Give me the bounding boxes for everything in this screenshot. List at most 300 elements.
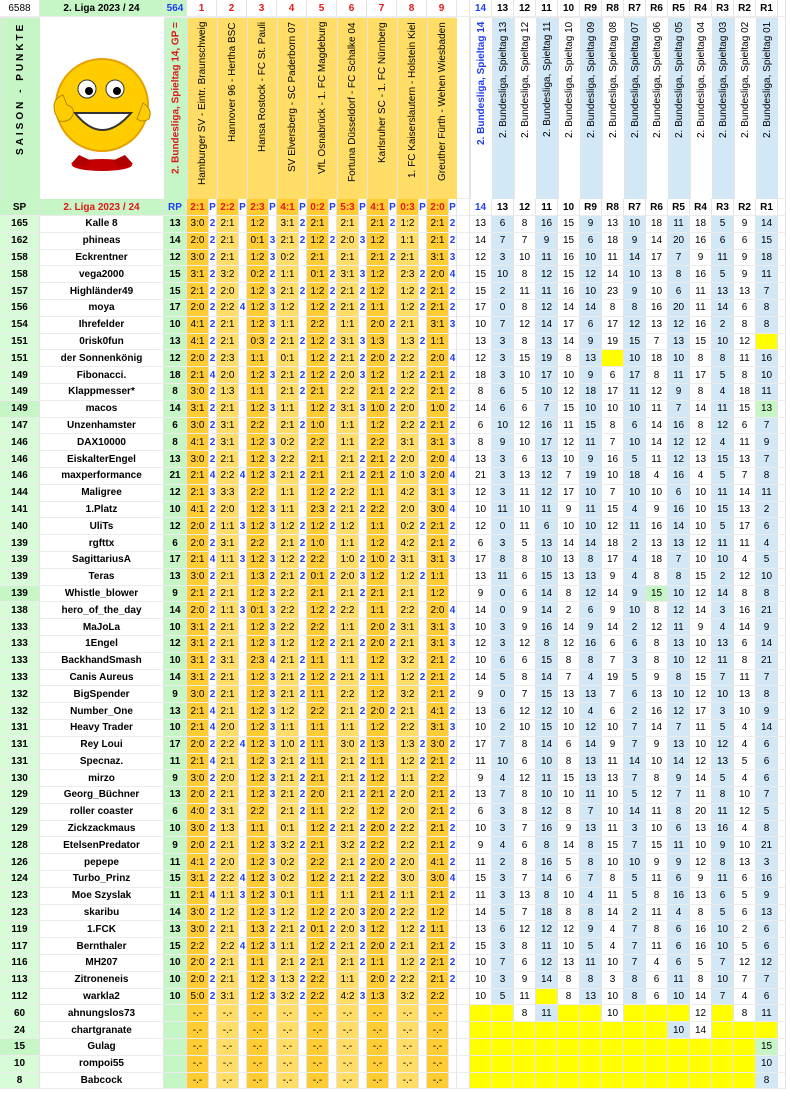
round-score: 15 <box>624 334 646 351</box>
round-label: 2. Bundesliga, Spieltag 09 <box>580 17 602 199</box>
tip-points: 2 <box>389 216 397 233</box>
round-score: 8 <box>646 770 668 787</box>
tip: 2:1 <box>397 250 419 267</box>
round-score: 18 <box>690 216 712 233</box>
tip: 1:1 <box>367 754 389 771</box>
round-14-score: 15 <box>470 938 492 955</box>
round-points: 6 <box>164 535 187 552</box>
tip: 2:1 <box>307 384 329 401</box>
tip: 1:3 <box>217 384 239 401</box>
tip-points: 2 <box>209 502 217 519</box>
round-score: 9 <box>580 367 602 384</box>
tip: -.- <box>247 1022 269 1039</box>
spacer <box>778 871 786 888</box>
tip-points: 2 <box>449 518 457 535</box>
round-score: 10 <box>668 1022 690 1039</box>
round-score: 17 <box>690 367 712 384</box>
tip: 2:1 <box>367 468 389 485</box>
tip: 4:1 <box>427 854 449 871</box>
tip-points <box>299 888 307 905</box>
tip-points: 3 <box>269 720 277 737</box>
tip: 1:2 <box>307 350 329 367</box>
season-points: 8 <box>0 1073 40 1090</box>
tip: -.- <box>247 1056 269 1073</box>
round-score: 7 <box>756 451 778 468</box>
tip-points <box>269 1022 277 1039</box>
round-score: 6 <box>668 485 690 502</box>
game-label: VfL Osnabrück - 1. FC Magdeburg <box>307 17 337 199</box>
round-14-score: 13 <box>470 787 492 804</box>
tip-points <box>419 384 427 401</box>
spacer <box>457 636 470 653</box>
tip: 2:1 <box>337 350 359 367</box>
tip-points <box>299 720 307 737</box>
tip: -.- <box>307 1039 329 1056</box>
tip-points: 3 <box>269 300 277 317</box>
round-score: 11 <box>646 451 668 468</box>
table-row <box>0 300 770 317</box>
tip: 0:2 <box>277 250 299 267</box>
col-league: 2. Liga 2023 / 24 <box>40 199 164 216</box>
round-score: 3 <box>492 334 514 351</box>
tip: 0:2 <box>277 854 299 871</box>
tip-points: 3 <box>269 754 277 771</box>
round-score: 7 <box>602 686 624 703</box>
tip: 2:1 <box>217 451 239 468</box>
tip: 2:1 <box>217 334 239 351</box>
tip-points: 2 <box>329 569 337 586</box>
season-points: 149 <box>0 384 40 401</box>
tip: -.- <box>277 1022 299 1039</box>
round-score: 9 <box>690 619 712 636</box>
spacer <box>457 418 470 435</box>
tip-points: 2 <box>359 871 367 888</box>
round-score: 8 <box>514 300 536 317</box>
round-score: 14 <box>558 334 580 351</box>
player-name: Unzenhamster <box>40 418 164 435</box>
tip: 2:1 <box>187 552 209 569</box>
player-name: Klappmesser* <box>40 384 164 401</box>
round-score: 10 <box>690 502 712 519</box>
player-name: rgfttx <box>40 535 164 552</box>
tip-points: 2 <box>209 989 217 1006</box>
tip-points: 4 <box>449 350 457 367</box>
tip: 1:2 <box>367 686 389 703</box>
round-score: 8 <box>602 871 624 888</box>
tip-points: 2 <box>329 485 337 502</box>
round-score: 16 <box>602 451 624 468</box>
spacer <box>457 837 470 854</box>
season-points: 123 <box>0 888 40 905</box>
round-score: 4 <box>646 955 668 972</box>
tip-points: 2 <box>269 569 277 586</box>
round-score: 4 <box>602 921 624 938</box>
round-score: 12 <box>536 921 558 938</box>
round-score: 17 <box>734 518 756 535</box>
tip: 2:2 <box>277 451 299 468</box>
game-result: 2:1 <box>187 199 209 216</box>
game-label: Hannover 96 - Hertha BSC <box>217 17 247 199</box>
tip-points <box>359 1039 367 1056</box>
round-score <box>624 1039 646 1056</box>
tip-points: 2 <box>299 770 307 787</box>
round-score: 16 <box>536 216 558 233</box>
tip-points: 2 <box>299 334 307 351</box>
tip-points: 2 <box>329 350 337 367</box>
round-score: 10 <box>558 518 580 535</box>
round-score: 21 <box>756 837 778 854</box>
game-number: 8 <box>397 0 427 17</box>
round-score: 2 <box>624 905 646 922</box>
round-score: 10 <box>624 401 646 418</box>
player-name: Zickzackmaus <box>40 821 164 838</box>
round-points: 12 <box>164 350 187 367</box>
tip: 3:1 <box>217 535 239 552</box>
spacer <box>778 921 786 938</box>
round-14-score <box>470 1073 492 1090</box>
tip-points: 2 <box>419 670 427 687</box>
tip: 1:2 <box>367 720 389 737</box>
tip: 1:2 <box>307 821 329 838</box>
tip: 2:1 <box>427 972 449 989</box>
round-score: 12 <box>646 384 668 401</box>
tip: 2:1 <box>277 770 299 787</box>
tip-points: 2 <box>449 535 457 552</box>
tip: 2:0 <box>217 502 239 519</box>
round-col-header: R4 <box>690 199 712 216</box>
tip: 3:1 <box>187 636 209 653</box>
round-score: 12 <box>558 384 580 401</box>
round-score: 4 <box>756 535 778 552</box>
tip-points: 2 <box>389 451 397 468</box>
tip-points <box>389 1056 397 1073</box>
table-row <box>0 1073 770 1090</box>
round-score: 10 <box>602 804 624 821</box>
player-name: 1Engel <box>40 636 164 653</box>
tip: 1:2 <box>307 233 329 250</box>
round-col-header: 10 <box>558 199 580 216</box>
round-score: 11 <box>602 754 624 771</box>
tip: 2:1 <box>427 804 449 821</box>
tip-points: 4 <box>239 468 247 485</box>
round-score: 2 <box>624 535 646 552</box>
season-points: 130 <box>0 770 40 787</box>
tip-points <box>329 1039 337 1056</box>
tip: 1:1 <box>307 888 329 905</box>
season-points: 141 <box>0 502 40 519</box>
round-score: 10 <box>580 250 602 267</box>
tip: 2:0 <box>187 972 209 989</box>
round-score: 13 <box>646 266 668 283</box>
tip-points: 2 <box>209 871 217 888</box>
tip: 2:0 <box>367 636 389 653</box>
tip-points: 3 <box>269 552 277 569</box>
spacer <box>457 989 470 1006</box>
round-col-header: 13 <box>492 199 514 216</box>
round-score: 4 <box>712 434 734 451</box>
tip-points <box>209 1022 217 1039</box>
tip: -.- <box>187 1056 209 1073</box>
round-score: 10 <box>712 972 734 989</box>
tip: 2:1 <box>217 703 239 720</box>
tip: 2:1 <box>277 367 299 384</box>
tip: -.- <box>307 1056 329 1073</box>
tip-points: 2 <box>329 334 337 351</box>
round-14-score: 17 <box>470 300 492 317</box>
tip-points: 2 <box>209 384 217 401</box>
round-score: 10 <box>580 485 602 502</box>
round-score: 11 <box>492 502 514 519</box>
tip: 1:1 <box>337 418 359 435</box>
tip: 2:0 <box>337 233 359 250</box>
table-row <box>0 737 770 754</box>
tip: 3:3 <box>217 485 239 502</box>
tip: 2:1 <box>367 586 389 603</box>
season-points: 117 <box>0 938 40 955</box>
tip: 4:1 <box>187 334 209 351</box>
tip: 2:1 <box>427 787 449 804</box>
round-score: 10 <box>624 266 646 283</box>
tip-points <box>389 686 397 703</box>
tip-points <box>239 754 247 771</box>
round-score: 2 <box>492 854 514 871</box>
round-score: 6 <box>492 384 514 401</box>
tip: 2:0 <box>187 787 209 804</box>
tip: 0:3 <box>247 334 269 351</box>
tip-points: 2 <box>389 350 397 367</box>
tip: 2:1 <box>367 451 389 468</box>
round-score: 4 <box>624 552 646 569</box>
round-score: 7 <box>602 653 624 670</box>
tip-points <box>419 1022 427 1039</box>
tip-points: 2 <box>329 266 337 283</box>
round-score: 4 <box>734 770 756 787</box>
game-number: 7 <box>367 0 397 17</box>
round-score <box>536 1039 558 1056</box>
tip-points: 3 <box>449 720 457 737</box>
tip: 2:0 <box>427 602 449 619</box>
round-score: 16 <box>580 636 602 653</box>
col-p: P <box>419 199 427 216</box>
tip: 2:1 <box>277 686 299 703</box>
tip: 3:1 <box>337 334 359 351</box>
round-score <box>536 1056 558 1073</box>
round-score: 8 <box>514 334 536 351</box>
tip: 2:2 <box>217 938 239 955</box>
spacer <box>778 485 786 502</box>
tip: 1:1 <box>427 334 449 351</box>
season-points: 139 <box>0 586 40 603</box>
smiley-thumbs-up-icon <box>47 43 157 173</box>
round-score: 11 <box>712 871 734 888</box>
round-score <box>536 1022 558 1039</box>
round-score: 3 <box>492 888 514 905</box>
round-score: 16 <box>690 921 712 938</box>
tip: 4:2 <box>397 485 419 502</box>
tip: 2:2 <box>277 586 299 603</box>
game-label: 1. FC Kaiserslautern - Holstein Kiel <box>397 17 427 199</box>
tip: 2:1 <box>397 317 419 334</box>
tip-points <box>329 1005 337 1022</box>
tip: 0:1 <box>247 233 269 250</box>
tip-points: 2 <box>209 821 217 838</box>
spacer <box>778 737 786 754</box>
round-score <box>734 1073 756 1090</box>
round-score: 10 <box>756 569 778 586</box>
tip-points <box>419 535 427 552</box>
player-name: 1.FCK <box>40 921 164 938</box>
round-score: 8 <box>734 1005 756 1022</box>
tip-points <box>419 586 427 603</box>
tip: -.- <box>397 1056 419 1073</box>
tip-points: 2 <box>209 804 217 821</box>
round-score: 3 <box>492 871 514 888</box>
tip-points: 2 <box>449 367 457 384</box>
tip-points <box>299 434 307 451</box>
round-score <box>492 1039 514 1056</box>
round-score: 14 <box>690 989 712 1006</box>
tip-points <box>299 1022 307 1039</box>
round-14-score: 9 <box>470 586 492 603</box>
round-score: 5 <box>712 266 734 283</box>
round-score: 10 <box>514 250 536 267</box>
round-14-score: 17 <box>470 737 492 754</box>
round-score: 6 <box>668 955 690 972</box>
tip-points <box>329 972 337 989</box>
tip: 1:2 <box>247 703 269 720</box>
season-points: 123 <box>0 905 40 922</box>
table-title: 2. Liga 2023 / 24 <box>40 0 164 17</box>
player-name: 0risk0fun <box>40 334 164 351</box>
tip: 1:1 <box>277 485 299 502</box>
tip-points <box>299 586 307 603</box>
tip: 1:1 <box>367 955 389 972</box>
player-name: rompoi55 <box>40 1056 164 1073</box>
tip: 2:1 <box>217 636 239 653</box>
tip-points: 3 <box>269 787 277 804</box>
round-score: 8 <box>690 972 712 989</box>
round-score: 19 <box>536 350 558 367</box>
round-score: 8 <box>558 586 580 603</box>
season-points: 158 <box>0 250 40 267</box>
round-14-score: 14 <box>470 602 492 619</box>
round-score: 13 <box>712 754 734 771</box>
round-score: 4 <box>580 703 602 720</box>
tip-points <box>329 586 337 603</box>
tip-points <box>419 636 427 653</box>
round-score: 5 <box>756 804 778 821</box>
spacer <box>778 350 786 367</box>
round-score: 14 <box>712 300 734 317</box>
round-score: 7 <box>756 418 778 435</box>
tip-points: 2 <box>329 636 337 653</box>
tip-points <box>269 535 277 552</box>
tip: 3:1 <box>337 401 359 418</box>
tip-points: 2 <box>329 921 337 938</box>
tip: 2:1 <box>307 586 329 603</box>
round-score <box>602 1073 624 1090</box>
tip: -.- <box>217 1039 239 1056</box>
round-score: 7 <box>646 334 668 351</box>
spacer <box>457 552 470 569</box>
spacer <box>457 468 470 485</box>
spacer <box>778 1005 786 1022</box>
spacer <box>457 518 470 535</box>
round-score: 14 <box>668 754 690 771</box>
round-score: 11 <box>668 972 690 989</box>
round-score: 18 <box>536 905 558 922</box>
round-score: 7 <box>624 770 646 787</box>
table-row <box>0 569 773 586</box>
tip: 2:1 <box>427 670 449 687</box>
round-score: 10 <box>558 720 580 737</box>
round-score <box>712 1073 734 1090</box>
tip: 0:1 <box>277 350 299 367</box>
round-score: 8 <box>514 804 536 821</box>
tip: -.- <box>367 1056 389 1073</box>
round-score: 11 <box>580 787 602 804</box>
tip: 2:1 <box>217 921 239 938</box>
tip: 2:0 <box>307 787 329 804</box>
tip-points: 2 <box>209 972 217 989</box>
spacer <box>457 216 470 233</box>
round-score: 12 <box>712 737 734 754</box>
round-score: 6 <box>514 401 536 418</box>
round-score <box>580 1039 602 1056</box>
round-score: 7 <box>712 955 734 972</box>
tip-points: 2 <box>419 737 427 754</box>
tip: 3:1 <box>427 317 449 334</box>
player-name: UliTs <box>40 518 164 535</box>
round-score: 6 <box>514 586 536 603</box>
col-p: P <box>269 199 277 216</box>
tip-points: 3 <box>449 317 457 334</box>
tip-points: 2 <box>359 770 367 787</box>
tip-points <box>269 1056 277 1073</box>
spacer <box>457 921 470 938</box>
tip: 4:0 <box>187 804 209 821</box>
tip: 1:2 <box>247 905 269 922</box>
round-14-score: 6 <box>470 535 492 552</box>
round-points: 15 <box>164 283 187 300</box>
spacer <box>457 317 470 334</box>
tip-points <box>239 502 247 519</box>
round-score: 13 <box>734 502 756 519</box>
round-score: 6 <box>624 418 646 435</box>
tip: 3:1 <box>187 619 209 636</box>
round-score: 14 <box>536 871 558 888</box>
round-label: 2. Bundesliga, Spieltag 11 <box>536 17 558 199</box>
tip-points: 2 <box>389 972 397 989</box>
round-14-score: 13 <box>470 334 492 351</box>
round-score: 2 <box>624 619 646 636</box>
round-score: 12 <box>514 418 536 435</box>
table-row <box>0 938 770 955</box>
round-score: 9 <box>712 837 734 854</box>
round-points: 10 <box>164 972 187 989</box>
tip-points: 2 <box>329 905 337 922</box>
season-points: 113 <box>0 972 40 989</box>
round-score: 10 <box>756 1056 778 1073</box>
round-score: 6 <box>756 770 778 787</box>
tip-points <box>239 384 247 401</box>
round-score <box>734 1039 756 1056</box>
round-score: 7 <box>602 434 624 451</box>
tip-points: 2 <box>299 216 307 233</box>
tip: 1:2 <box>247 737 269 754</box>
round-score: 18 <box>756 250 778 267</box>
round-score: 10 <box>668 350 690 367</box>
